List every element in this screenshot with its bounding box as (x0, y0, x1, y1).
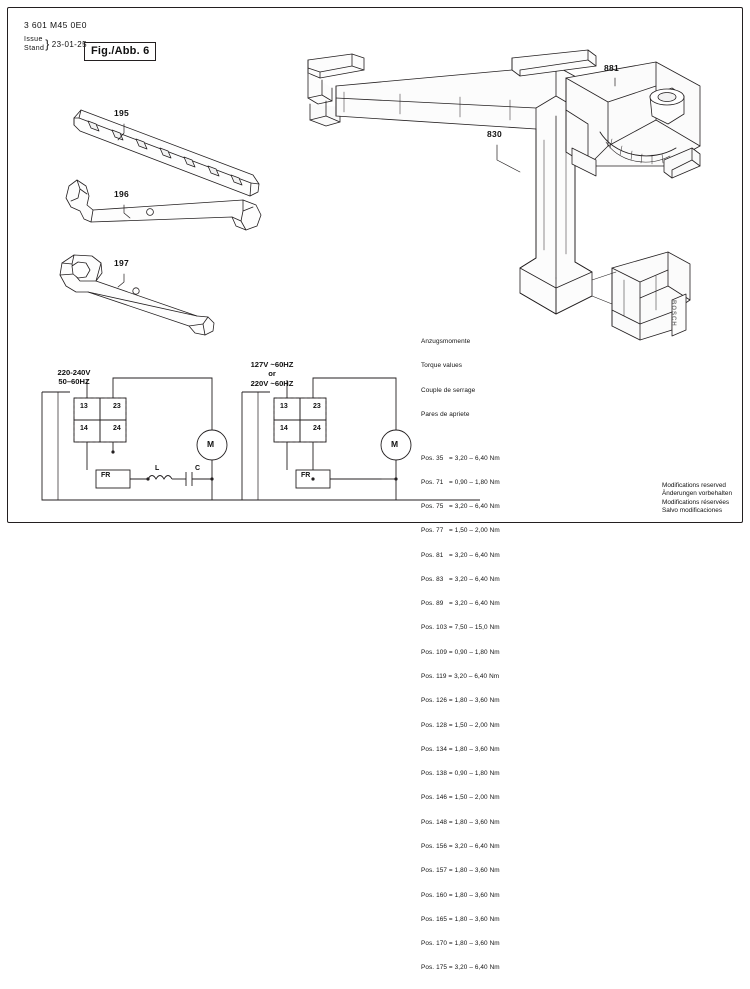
torque-row: Pos. 165 = 1,80 – 3,60 Nm (421, 915, 500, 923)
torque-heading-en: Torque values (421, 362, 463, 370)
voltage-right-line1: 127V ~60HZ (250, 360, 294, 369)
torque-row: Pos. 134 = 1,80 – 3,60 Nm (421, 745, 500, 753)
stand-label: Stand (24, 44, 45, 52)
footer-notes (662, 482, 732, 515)
torque-heading-de: Anzugsmomente (421, 338, 471, 346)
note-fr: Modifications réservées (662, 498, 730, 506)
torque-row: Pos. 77 = 1,50 – 2,00 Nm (421, 527, 500, 535)
voltage-label-right (222, 360, 322, 388)
fr-right-label: FR (301, 472, 311, 479)
issue-date: 23-01-25 (51, 40, 87, 49)
torque-row: Pos. 83 = 3,20 – 6,40 Nm (421, 575, 500, 583)
part-number: 3 601 M45 0E0 (24, 20, 87, 30)
contact-right-13: 13 (280, 403, 288, 410)
callout-881: 881 (604, 63, 620, 73)
torque-row: Pos. 109 = 0,90 – 1,80 Nm (421, 648, 500, 656)
torque-row: Pos. 103 = 7,50 – 15,0 Nm (421, 624, 500, 632)
torque-row: Pos. 126 = 1,80 – 3,60 Nm (421, 697, 500, 705)
note-en: Modifications reserved (662, 482, 726, 490)
motor-right-label: M (391, 439, 399, 449)
torque-row: Pos. 146 = 1,50 – 2,00 Nm (421, 794, 500, 802)
callout-197: 197 (114, 258, 130, 268)
note-es: Salvo modificaciones (662, 506, 723, 514)
torque-row: Pos. 138 = 0,90 – 1,80 Nm (421, 770, 500, 778)
torque-row: Pos. 148 = 1,80 – 3,60 Nm (421, 818, 500, 826)
torque-row: Pos. 71 = 0,90 – 1,80 Nm (421, 478, 500, 486)
voltage-left-line1: 220-240V (57, 368, 91, 377)
torque-row: Pos. 35 = 3,20 – 6,40 Nm (421, 454, 500, 462)
contact-right-14: 14 (280, 425, 288, 432)
voltage-right-line2: or (268, 369, 276, 379)
callout-830: 830 (487, 129, 503, 139)
torque-row: Pos. 119 = 3,20 – 6,40 Nm (421, 673, 500, 681)
contact-right-24: 24 (313, 425, 321, 432)
part-197-lever (60, 255, 214, 335)
torque-row: Pos. 175 = 3,20 – 6,40 Nm (421, 964, 500, 972)
coil-label-l: L (155, 465, 160, 472)
capacitor-label-c: C (195, 465, 201, 472)
torque-table (421, 322, 500, 989)
torque-row: Pos. 156 = 3,20 – 6,40 Nm (421, 843, 500, 850)
voltage-left-line2: 50–60HZ (58, 377, 90, 387)
callout-195: 195 (114, 108, 130, 118)
contact-left-24: 24 (113, 425, 121, 432)
torque-row: Pos. 170 = 1,80 – 3,60 Nm (421, 940, 500, 948)
torque-heading-fr: Couple de serrage (421, 386, 476, 394)
torque-row: Pos. 160 = 1,80 – 3,60 Nm (421, 891, 500, 899)
figure-badge: Fig./Abb. 6 (84, 42, 156, 61)
torque-row: Pos. 128 = 1,50 – 2,00 Nm (421, 721, 500, 729)
torque-row: Pos. 75 = 3,20 – 6,40 Nm (421, 503, 500, 511)
issue-label: Issue (24, 36, 43, 43)
voltage-right-line3: 220V ~60HZ (250, 378, 294, 388)
note-de: Änderungen vorbehalten (662, 490, 732, 498)
callout-196: 196 (114, 189, 130, 199)
torque-row: Pos. 157 = 1,80 – 3,60 Nm (421, 867, 500, 875)
torque-heading-es: Pares de apriete (421, 411, 470, 419)
brace-glyph: } (45, 37, 50, 51)
torque-row: Pos. 89 = 3,20 – 6,40 Nm (421, 600, 500, 608)
part-195-bar (74, 110, 259, 196)
contact-left-23: 23 (113, 403, 121, 410)
brand-label: BOSCH (670, 300, 676, 327)
torque-row: Pos. 81 = 3,20 – 6,40 Nm (421, 551, 500, 559)
contact-left-14: 14 (80, 425, 88, 432)
contact-right-23: 23 (313, 403, 321, 410)
voltage-label-left (36, 368, 112, 387)
wiring-diagrams (42, 378, 480, 500)
contact-left-13: 13 (80, 403, 88, 410)
motor-left-label: M (207, 439, 215, 449)
fr-left-label: FR (101, 472, 111, 479)
wiring-left (42, 378, 316, 500)
